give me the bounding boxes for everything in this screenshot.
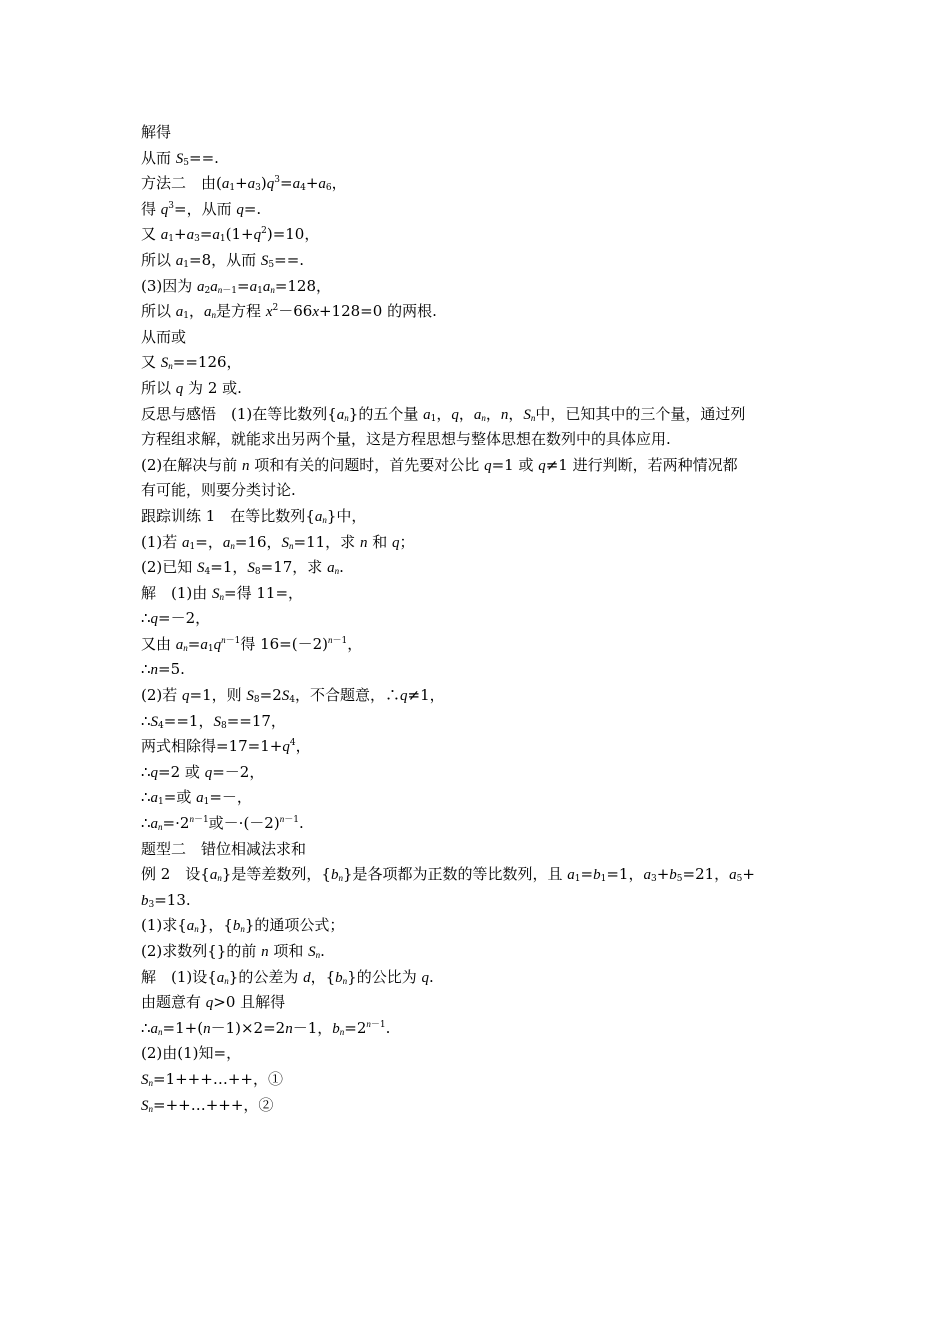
- text-line-17: (1)若 $a_1=$，$a_n=16$，$S_n=11$，求 n 和 q；: [141, 532, 415, 552]
- text-line-11: 所以 q 为 2 或.: [141, 378, 242, 397]
- text-line-35: 由题意有 q>0 且解得: [141, 993, 286, 1012]
- text-line-15: 有可能，则要分类讨论.: [141, 481, 296, 500]
- text-line-3: 方法二 由$(a_1+a_3)q^3=a_4+a_6$，: [141, 174, 347, 194]
- text-line-27: $\therefore a_1=$或 $a_1=-$，: [141, 788, 252, 808]
- document-body: [141, 120, 813, 1118]
- text-line-28: $\therefore a_n=\cdot 2^{n-1}$或$-\cdot(-2)^{n-1}$.: [141, 814, 304, 833]
- text-line-36: $\therefore a_n=1+(n-1)\times 2=2n-1$，$b_n=2^{n-1}$.: [141, 1018, 391, 1037]
- text-line-4: 得 $q^3=$，从而 q=.: [141, 199, 262, 218]
- text-line-2: 从而 $S_5==$.: [141, 148, 219, 168]
- text-line-29: 题型二 错位相减法求和: [141, 839, 307, 858]
- text-line-7: (3)因为 $a_2a_{n-1}=a_1a_n=128$，: [141, 276, 332, 296]
- text-line-8: 所以 $a_1$，$a_n$是方程 $x^2-66x+128=0$ 的两根.: [141, 302, 437, 322]
- text-line-9: 从而或: [141, 327, 187, 346]
- text-line-23: (2)若 q=1，则 $S_8=2S_4$，不合题意，∴q≠1，: [141, 686, 445, 706]
- text-line-25: 两式相除得$=17=1+q^4$，: [141, 737, 311, 756]
- text-line-10: 又 $S_n==126$，: [141, 353, 242, 372]
- text-line-22: ∴n=5.: [141, 660, 185, 679]
- text-line-32: (1)求$\{a_n\}$，$\{b_n\}$的通项公式；: [141, 916, 345, 935]
- text-line-20: ∴q=－2，: [141, 609, 211, 628]
- text-line-34: 解 (1)设$\{a_n\}$的公差为 d，$\{b_n\}$的公比为 q.: [141, 967, 434, 986]
- text-line-33: (2)求数列{}的前 n 项和 $S_n$.: [141, 942, 325, 960]
- text-line-24: $\therefore S_4==1$，$S_8==17$，: [141, 711, 286, 731]
- text-line-16: 跟踪训练 1 在等比数列$\{a_n\}$中，: [141, 506, 367, 525]
- text-line-38: $S_n=1+++\dots++$，①: [141, 1069, 283, 1088]
- text-line-5: 又 $a_1+a_3=a_1(1+q^2)=10$，: [141, 225, 320, 245]
- text-line-18: (2)已知 $S_4=1$，$S_8=17$，求 $a_n$.: [141, 558, 344, 578]
- text-line-13: 方程组求解，就能求出另两个量，这是方程思想与整体思想在数列中的具体应用.: [141, 430, 671, 449]
- text-line-14: (2)在解决与前 n 项和有关的问题时，首先要对公比 q=1 或 q≠1 进行判断，若两种情况都: [141, 455, 738, 474]
- text-line-37: (2)由(1)知=，: [141, 1044, 242, 1063]
- text-line-31: $b_3=13$.: [141, 890, 191, 910]
- text-line-26: ∴q=2 或 q=－2，: [141, 762, 265, 781]
- text-line-30: 例 2 设$\{a_n\}$是等差数列，$\{b_n\}$是各项都为正数的等比数列，且 $a_1=b_1=1$，$a_3+b_5=21$，$a_5+$: [141, 865, 755, 885]
- text-line-1: 解得: [141, 123, 172, 141]
- text-line-39: $S_n=++\dots+++$，②: [141, 1095, 274, 1114]
- text-line-12: 反思与感悟 (1)在等比数列$\{a_n\}$的五个量 $a_1$，q，$a_n$，n，$S_n$中，已知其中的三个量，通过列: [141, 404, 746, 424]
- text-line-6: 所以 $a_1=8$，从而 $S_5==$.: [141, 250, 305, 270]
- text-line-19: 解 (1)由 $S_n=$得 11=，: [141, 583, 304, 602]
- text-line-21: 又由 $a_n=a_1q^{n-1}$得 $16=(-2)^{n-1}$，: [141, 634, 363, 654]
